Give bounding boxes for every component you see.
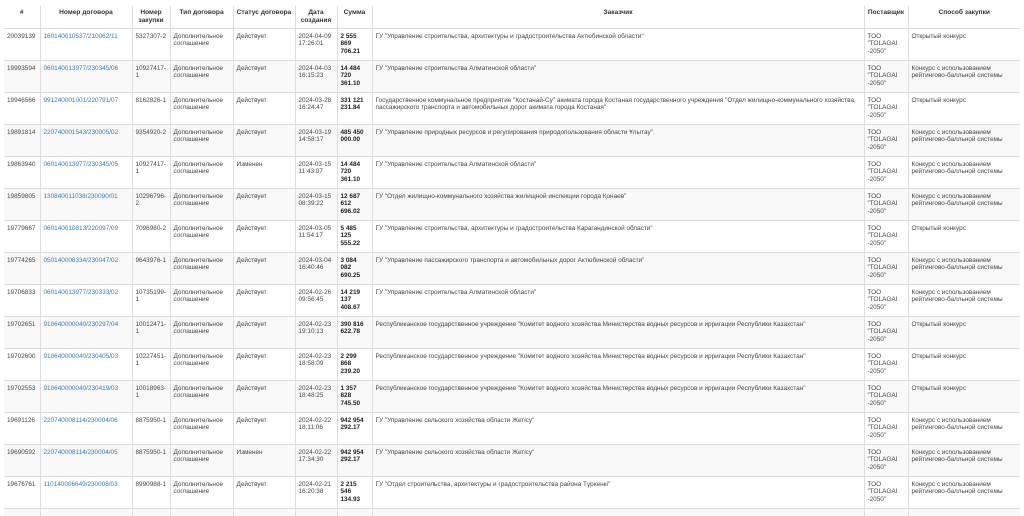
cell-contract-type: Дополнительное соглашение [170, 316, 233, 348]
cell-row-id: 19706833 [4, 284, 40, 316]
cell-supplier-name: ТОО "TOLAGAI -2050" [864, 28, 908, 60]
cell-created-date: 2024-02-23 19:10:13 [295, 316, 337, 348]
cell-contract-status: Действует [233, 92, 295, 124]
cell-lot-number: 10735199-1 [132, 284, 170, 316]
cell-contract-status: Действует [233, 476, 295, 508]
cell-row-id: 19779667 [4, 220, 40, 252]
table-row[interactable] [4, 316, 1020, 348]
cell-contract-number [40, 348, 132, 380]
table-header-row [4, 6, 1020, 28]
cell-contract-number [40, 316, 132, 348]
cell-contract-type: Дополнительное соглашение [170, 444, 233, 476]
cell-contract-status: Действует [233, 124, 295, 156]
cell-contract-number [40, 284, 132, 316]
cell-contract-sum [337, 508, 372, 516]
cell-contract-type: Дополнительное соглашение [170, 380, 233, 412]
cell-procurement-method: Конкурс с использованием рейтингово-балльной системы [908, 188, 1020, 220]
table-row[interactable] [4, 380, 1020, 412]
cell-contract-status: Действует [233, 60, 295, 92]
cell-customer-name: ГУ "Управление сельского хозяйства области Жетісу" [372, 412, 864, 444]
cell-supplier-name: ТОО "TOLAGAI -2050" [864, 348, 908, 380]
cell-lot-number: 10927417-1 [132, 156, 170, 188]
cell-created-date: 2024-02-23 18:58:09 [295, 348, 337, 380]
cell-row-id: 19863940 [4, 156, 40, 188]
cell-contract-type: Дополнительное соглашение [170, 412, 233, 444]
cell-procurement-method: Конкурс с использованием рейтингово-балльной системы [908, 444, 1020, 476]
cell-contract-number [40, 28, 132, 60]
cell-created-date: 2024-02-22 17:34:30 [295, 444, 337, 476]
table-row[interactable] [4, 508, 1020, 516]
cell-contract-status: Действует [233, 284, 295, 316]
table-row[interactable] [4, 188, 1020, 220]
cell-contract-status [233, 508, 295, 516]
cell-contract-sum: 14 219 137 408.67 [337, 284, 372, 316]
cell-supplier-name: ТОО "TOLAGAI -2050" [864, 412, 908, 444]
header-contract-status[interactable]: Статус договора [233, 6, 295, 28]
cell-contract-sum: 1 357 828 745.50 [337, 380, 372, 412]
cell-customer-name: Республиканское государственное учреждение "Комитет водного хозяйства Министерства водных ресурсов и ирригации Республики Казахстан" [372, 348, 864, 380]
cell-row-id: 19993594 [4, 60, 40, 92]
contract-number-link[interactable]: 060140013977/230333/02 [43, 288, 119, 296]
cell-supplier-name: ТОО "TOLAGAI -2050" [864, 444, 908, 476]
cell-supplier-name: ТОО "TOLAGAI -2050" [864, 284, 908, 316]
cell-created-date: 2024-02-21 16:20:38 [295, 476, 337, 508]
cell-contract-number [40, 380, 132, 412]
cell-contract-sum: 14 484 720 361.10 [337, 60, 372, 92]
cell-procurement-method: Конкурс с использованием рейтингово-балльной системы [908, 124, 1020, 156]
header-contract-number[interactable]: Номер договора [40, 6, 132, 28]
cell-lot-number: 8990988-1 [132, 476, 170, 508]
cell-customer-name: ГУ "Управление строительства Алматинской области" [372, 60, 864, 92]
contract-number-link[interactable]: 060140013977/230345/05 [43, 160, 119, 168]
cell-row-id: 19774265 [4, 252, 40, 284]
table-row[interactable] [4, 92, 1020, 124]
cell-procurement-method: Открытый конкурс [908, 380, 1020, 412]
cell-lot-number: 8875950-1 [132, 412, 170, 444]
cell-contract-number [40, 444, 132, 476]
header-contract-type[interactable]: Тип договора [170, 6, 233, 28]
table-row[interactable] [4, 60, 1020, 92]
cell-lot-number: 10296796-2 [132, 188, 170, 220]
cell-supplier-name: ТОО "TOLAGAI -2050" [864, 316, 908, 348]
cell-customer-name [372, 508, 864, 516]
cell-procurement-method: Конкурс с использованием рейтингово-балльной системы [908, 412, 1020, 444]
cell-lot-number: 10927417-1 [132, 60, 170, 92]
table-body [4, 28, 1020, 516]
cell-row-id: 19702553 [4, 380, 40, 412]
cell-customer-name: Республиканское государственное учреждение "Комитет водного хозяйства Министерства водных ресурсов и ирригации Республики Казахстан" [372, 316, 864, 348]
cell-contract-sum: 14 484 720 361.10 [337, 156, 372, 188]
cell-lot-number: 8162826-1 [132, 92, 170, 124]
cell-contract-sum: 12 687 612 696.02 [337, 188, 372, 220]
table-row[interactable] [4, 444, 1020, 476]
cell-customer-name: ГУ "Управление сельского хозяйства области Жетісу" [372, 444, 864, 476]
cell-contract-number [40, 412, 132, 444]
contract-number-link[interactable]: 160140010537/210062/11 [43, 32, 118, 40]
cell-contract-status: Изменен [233, 444, 295, 476]
cell-row-id: 19702651 [4, 316, 40, 348]
contract-number-link[interactable]: 220740001543/230005/02 [43, 128, 119, 136]
cell-row-id: 19891814 [4, 124, 40, 156]
cell-lot-number: 5327307-2 [132, 28, 170, 60]
cell-contract-status: Действует [233, 348, 295, 380]
table-row[interactable] [4, 28, 1020, 60]
cell-contract-sum: 390 816 622.78 [337, 316, 372, 348]
cell-contract-sum: 2 555 869 706.21 [337, 28, 372, 60]
cell-supplier-name: ТОО "TOLAGAI -2050" [864, 60, 908, 92]
cell-contract-type: Дополнительное соглашение [170, 124, 233, 156]
cell-contract-sum: 2 299 868 239.20 [337, 348, 372, 380]
table-row[interactable] [4, 252, 1020, 284]
cell-procurement-method: Открытый конкурс [908, 316, 1020, 348]
cell-lot-number: 7096980-2 [132, 220, 170, 252]
cell-customer-name: ГУ "Управление пассажирского транспорта и автомобильных дорог Актюбинской области" [372, 252, 864, 284]
cell-created-date: 2024-03-15 11:43:07 [295, 156, 337, 188]
cell-customer-name: ГУ "Управление строительства, архитектуры и градостроительства Карагандинской области" [372, 220, 864, 252]
cell-contract-number [40, 124, 132, 156]
cell-contract-type: Дополнительное соглашение [170, 156, 233, 188]
cell-lot-number: 10012471-1 [132, 316, 170, 348]
cell-lot-number: 9354920-2 [132, 124, 170, 156]
header-supplier[interactable]: Поставщик [864, 6, 908, 28]
cell-contract-status: Действует [233, 252, 295, 284]
table-row[interactable] [4, 284, 1020, 316]
cell-row-id [4, 508, 40, 516]
cell-contract-number [40, 220, 132, 252]
cell-created-date: 2024-04-03 16:15:23 [295, 60, 337, 92]
cell-contract-type [170, 508, 233, 516]
contract-number-link[interactable]: 110140006649/230008/03 [43, 480, 118, 488]
cell-created-date: 2024-02-22 18:11:06 [295, 412, 337, 444]
contracts-table-container [4, 6, 1020, 516]
cell-customer-name: ГУ "Управление природных ресурсов и регулирования природопользования области Ұлытау" [372, 124, 864, 156]
cell-row-id: 19702600 [4, 348, 40, 380]
cell-supplier-name: ТОО "TOLAGAI -2050" [864, 156, 908, 188]
cell-created-date: 2024-02-26 09:56:45 [295, 284, 337, 316]
cell-supplier-name: ТОО "TOLAGAI -2050" [864, 124, 908, 156]
header-customer[interactable]: Заказчик [372, 6, 864, 28]
cell-contract-status: Действует [233, 220, 295, 252]
cell-procurement-method: Конкурс с использованием рейтингово-балльной системы [908, 60, 1020, 92]
cell-supplier-name: ТОО "TOLAGAI -2050" [864, 252, 908, 284]
header-created-date[interactable]: Дата создания [295, 6, 337, 28]
cell-procurement-method: Открытый конкурс [908, 348, 1020, 380]
contract-number-link[interactable]: 910640000040/230419/03 [43, 384, 119, 392]
cell-row-id: 19859805 [4, 188, 40, 220]
cell-contract-status: Действует [233, 412, 295, 444]
cell-contract-type: Дополнительное соглашение [170, 284, 233, 316]
table-row[interactable] [4, 124, 1020, 156]
cell-contract-number [40, 60, 132, 92]
cell-row-id: 20039139 [4, 28, 40, 60]
cell-procurement-method: Открытый конкурс [908, 220, 1020, 252]
cell-contract-sum: 2 215 546 134.93 [337, 476, 372, 508]
table-row[interactable] [4, 156, 1020, 188]
cell-procurement-method: Открытый конкурс [908, 28, 1020, 60]
contract-number-link[interactable]: 220740008114/230004/05 [43, 448, 118, 456]
contract-number-link[interactable]: 130840011038/230090/01 [43, 192, 118, 200]
cell-contract-type: Дополнительное соглашение [170, 476, 233, 508]
cell-contract-number [40, 92, 132, 124]
cell-contract-type: Дополнительное соглашение [170, 28, 233, 60]
cell-lot-number [132, 508, 170, 516]
header-lot-number[interactable]: Номер закупки [132, 6, 170, 28]
cell-created-date: 2024-03-04 16:40:46 [295, 252, 337, 284]
cell-created-date: 2024-04-09 17:26:01 [295, 28, 337, 60]
cell-contract-sum: 3 084 082 690.25 [337, 252, 372, 284]
cell-contract-number [40, 252, 132, 284]
header-sum[interactable]: Сумма [337, 6, 372, 28]
cell-customer-name: Государственное коммунальное предприятие "Костанай-Су" акимата города Костаная государственного учреждения "Отдел жилищно-коммунального хозяйства, пассажирского транспорта и автомобильных дорог акимата города Костаная" [372, 92, 864, 124]
cell-contract-type: Дополнительное соглашение [170, 92, 233, 124]
cell-contract-sum: 942 954 292.17 [337, 444, 372, 476]
cell-contract-sum: 5 485 125 555.22 [337, 220, 372, 252]
cell-supplier-name: ТОО "TOLAGAI -2050" [864, 380, 908, 412]
cell-procurement-method: Открытый конкурс [908, 92, 1020, 124]
table-row[interactable] [4, 348, 1020, 380]
cell-procurement-method: Конкурс с использованием рейтингово-балльной системы [908, 156, 1020, 188]
table-row[interactable] [4, 412, 1020, 444]
cell-created-date: 2024-03-05 11:54:17 [295, 220, 337, 252]
cell-customer-name: ГУ "Отдел жилищно-коммунального хозяйства жилищной инспекции города Қонаев" [372, 188, 864, 220]
contract-number-link[interactable]: 910640000040/230297/04 [43, 320, 119, 328]
cell-procurement-method: Конкурс с использованием рейтингово-балльной системы [908, 476, 1020, 508]
cell-customer-name: Республиканское государственное учреждение "Комитет водного хозяйства Министерства водных ресурсов и ирригации Республики Казахстан" [372, 380, 864, 412]
header-id[interactable]: # [4, 6, 40, 28]
cell-customer-name: ГУ "Отдел строительства, архитектуры и градостроительства района Түркенкі" [372, 476, 864, 508]
cell-customer-name: ГУ "Управление строительства, архитектуры и градостроительства Актюбинской области" [372, 28, 864, 60]
cell-row-id: 19690592 [4, 444, 40, 476]
contract-number-link[interactable]: 910640000040/230405/03 [43, 352, 119, 360]
cell-supplier-name: ТОО "TOLAGAI -2050" [864, 220, 908, 252]
cell-contract-sum: 331 121 231.84 [337, 92, 372, 124]
cell-supplier-name: ТОО "TOLAGAI -2050" [864, 188, 908, 220]
cell-created-date: 2024-03-19 14:58:17 [295, 124, 337, 156]
cell-contract-number [40, 156, 132, 188]
cell-lot-number: 9643976-1 [132, 252, 170, 284]
cell-supplier-name: ТОО "TOLAGAI -2050" [864, 476, 908, 508]
cell-supplier-name [864, 508, 908, 516]
table-row[interactable] [4, 220, 1020, 252]
cell-contract-type: Дополнительное соглашение [170, 348, 233, 380]
cell-lot-number: 8875950-1 [132, 444, 170, 476]
cell-contract-number [40, 476, 132, 508]
cell-procurement-method [908, 508, 1020, 516]
contract-number-link[interactable]: 060140013977/230345/06 [43, 64, 119, 72]
cell-contract-status: Изменен [233, 156, 295, 188]
cell-lot-number: 10227451-1 [132, 348, 170, 380]
cell-created-date: 2024-02-23 18:48:25 [295, 380, 337, 412]
cell-lot-number: 10018963-1 [132, 380, 170, 412]
cell-contract-type: Дополнительное соглашение [170, 252, 233, 284]
cell-contract-status: Действует [233, 380, 295, 412]
cell-row-id: 19676761 [4, 476, 40, 508]
cell-created-date: 2024-03-15 08:39:22 [295, 188, 337, 220]
cell-contract-type: Дополнительное соглашение [170, 220, 233, 252]
cell-created-date: 2024-03-28 16:24:47 [295, 92, 337, 124]
cell-contract-type: Дополнительное соглашение [170, 188, 233, 220]
cell-contract-sum: 485 450 000.00 [337, 124, 372, 156]
contract-number-link[interactable]: 220740008114/230004/06 [43, 416, 118, 424]
cell-supplier-name: ТОО "TOLAGAI -2050" [864, 92, 908, 124]
cell-contract-sum: 942 954 292.17 [337, 412, 372, 444]
cell-row-id: 19946566 [4, 92, 40, 124]
cell-customer-name: ГУ "Управление строительства Алматинской области" [372, 156, 864, 188]
cell-contract-status: Действует [233, 28, 295, 60]
cell-created-date [295, 508, 337, 516]
cell-procurement-method: Конкурс с использованием рейтингово-балльной системы [908, 284, 1020, 316]
contract-number-link[interactable]: 060140010813/220097/09 [43, 224, 119, 232]
contract-number-link[interactable]: 991240001001/220791/07 [43, 96, 119, 104]
cell-contract-status: Действует [233, 316, 295, 348]
cell-contract-status: Действует [233, 188, 295, 220]
contract-number-link[interactable]: 050140008334/230047/02 [43, 256, 119, 264]
cell-contract-type: Дополнительное соглашение [170, 60, 233, 92]
table-row[interactable] [4, 476, 1020, 508]
cell-contract-number [40, 508, 132, 516]
cell-customer-name: ГУ "Управление строительства Алматинской области" [372, 284, 864, 316]
cell-procurement-method: Конкурс с использованием рейтингово-балльной системы [908, 252, 1020, 284]
header-procurement-method[interactable]: Способ закупки [908, 6, 1020, 28]
cell-contract-number [40, 188, 132, 220]
contracts-table [4, 6, 1020, 516]
cell-row-id: 19691126 [4, 412, 40, 444]
